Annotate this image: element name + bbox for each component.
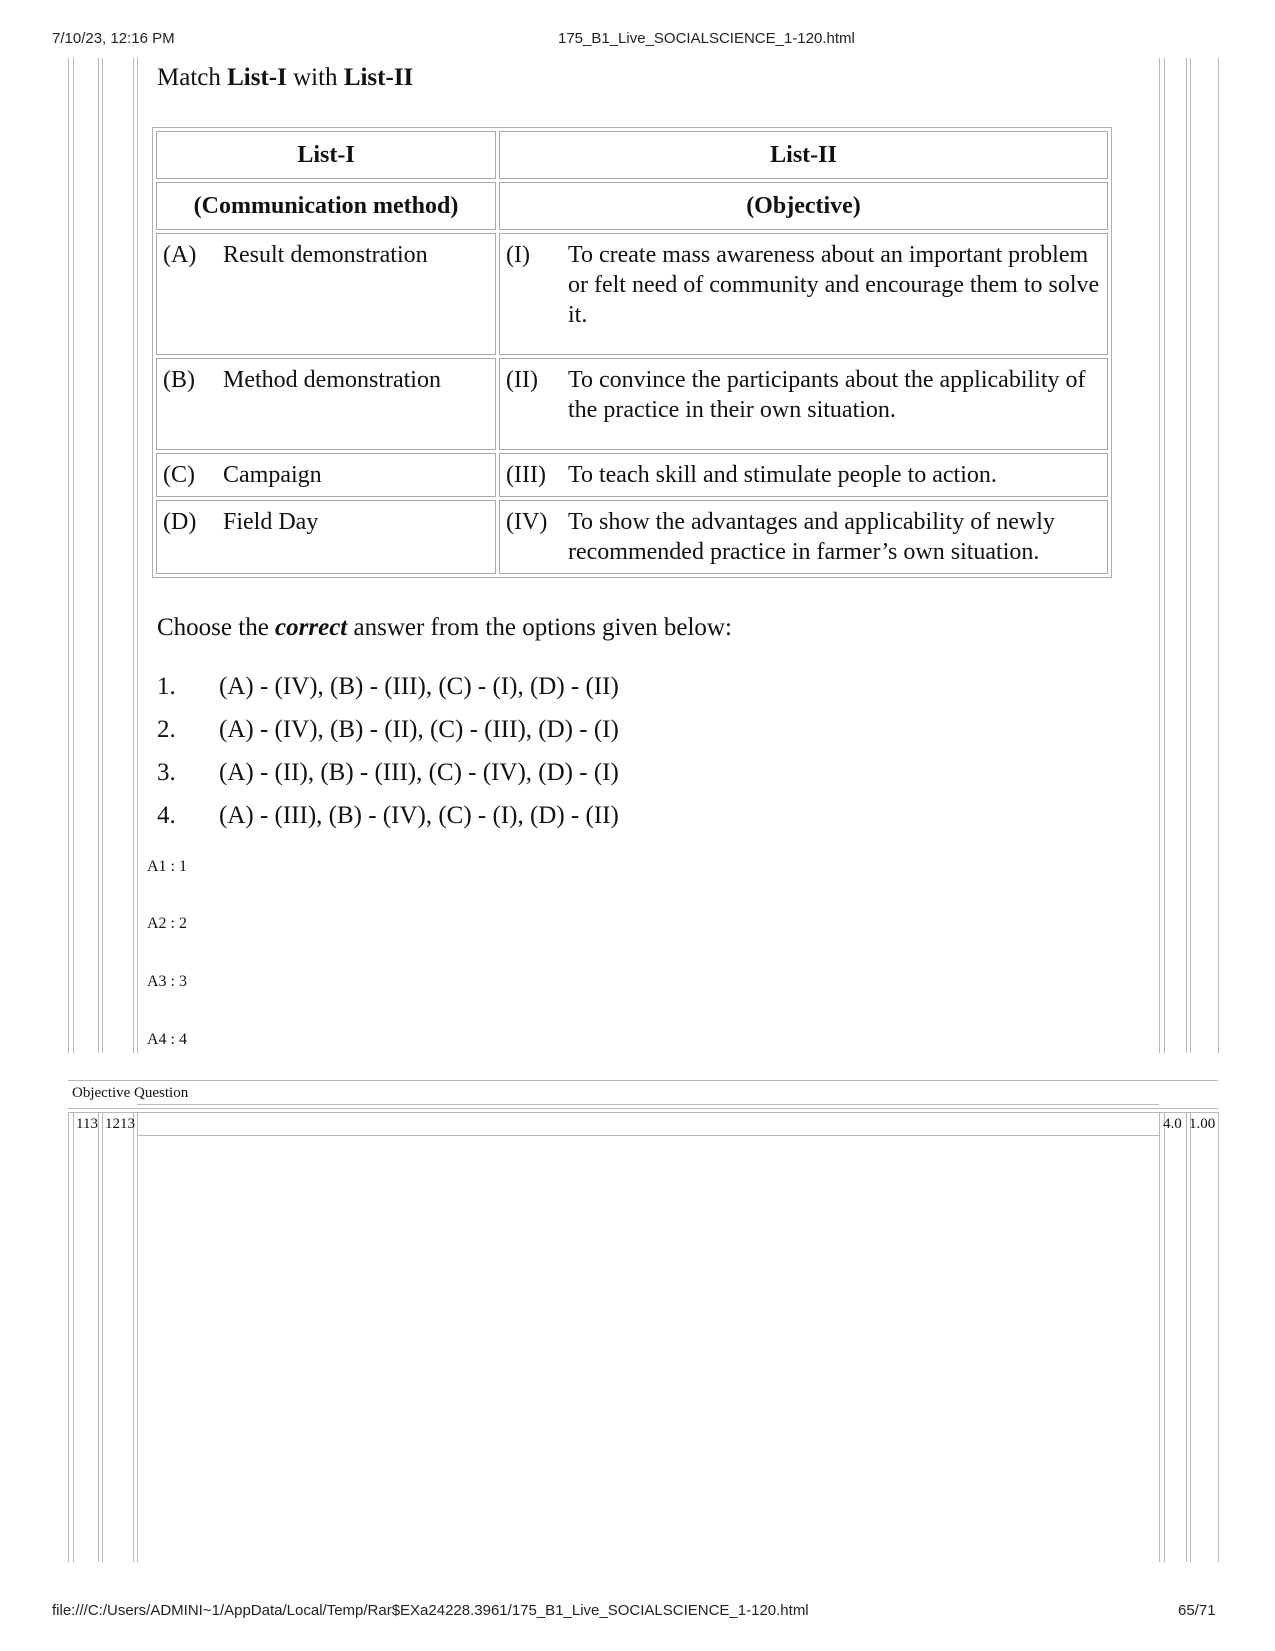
frame-line — [102, 1112, 103, 1562]
frame-line — [1164, 1112, 1165, 1562]
option-text: (A) - (II), (B) - (III), (C) - (IV), (D) - (I) — [219, 759, 619, 786]
list2-header: List-II — [499, 131, 1108, 179]
option-number: 3. — [157, 759, 176, 786]
marks: 4.0 — [1163, 1116, 1182, 1132]
method-text: Method demonstration — [223, 367, 441, 393]
row-label: (B) — [163, 367, 195, 393]
frame-line — [1218, 1112, 1219, 1562]
list2-subheader: (Objective) — [499, 182, 1108, 230]
frame-line — [73, 58, 74, 1053]
table-row — [156, 500, 1108, 574]
row-label: (C) — [163, 462, 195, 488]
frame-line — [1190, 58, 1191, 1053]
option-text: (A) - (III), (B) - (IV), (C) - (I), (D) - (II) — [219, 802, 619, 829]
frame-line — [68, 1108, 1218, 1109]
frame-line — [137, 1112, 138, 1562]
objective-text: To show the advantages and applicability of newly recommended practice in farmer’s own situation. — [568, 509, 1055, 565]
question-instruction: Match List-I with List-II — [157, 64, 414, 91]
method-text: Result demonstration — [223, 242, 428, 268]
answer-key: A3 : 3 — [147, 973, 187, 990]
serial-number: 113 — [76, 1116, 98, 1132]
row-label: (D) — [163, 509, 197, 535]
question-id: 1213 — [105, 1116, 135, 1132]
frame-line — [133, 1112, 134, 1562]
option-number: 4. — [157, 802, 176, 829]
options-list — [157, 673, 619, 845]
option-item — [157, 759, 619, 802]
print-datetime: 7/10/23, 12:16 PM — [52, 30, 175, 47]
choose-instruction: Choose the correct answer from the options given below: — [157, 614, 732, 641]
answer-key: A4 : 4 — [147, 1031, 187, 1048]
file-path: file:///C:/Users/ADMINI~1/AppData/Local/Temp/Rar$EXa24228.3961/175_B1_Live_SOCIALSCIENCE_1-120.html — [52, 1602, 809, 1619]
option-item — [157, 716, 619, 759]
row-label: (III) — [506, 462, 546, 488]
frame-line — [68, 1112, 1218, 1113]
frame-line — [68, 1080, 1218, 1081]
frame-line — [137, 1104, 1159, 1105]
table-row — [156, 233, 1108, 355]
objective-text: To create mass awareness about an important problem or felt need of community and encourage them to solve it. — [568, 242, 1100, 328]
frame-line — [137, 1135, 1159, 1136]
list1-subheader: (Communication method) — [156, 182, 496, 230]
frame-line — [1186, 1112, 1187, 1562]
match-table — [152, 127, 1112, 578]
negative-marks: 1.00 — [1189, 1116, 1216, 1132]
frame-line — [133, 58, 134, 1053]
option-number: 2. — [157, 716, 176, 743]
answer-key: A2 : 2 — [147, 915, 187, 932]
method-text: Field Day — [223, 509, 319, 535]
table-row — [156, 453, 1108, 497]
frame-line — [102, 58, 103, 1053]
row-label: (A) — [163, 242, 197, 268]
frame-line — [1159, 58, 1160, 1053]
option-number: 1. — [157, 673, 176, 700]
frame-line — [1190, 1112, 1191, 1562]
document-title: 175_B1_Live_SOCIALSCIENCE_1-120.html — [558, 30, 855, 47]
option-item — [157, 673, 619, 716]
option-item — [157, 802, 619, 845]
option-text: (A) - (IV), (B) - (II), (C) - (III), (D) - (I) — [219, 716, 619, 743]
frame-line — [1218, 58, 1219, 1053]
frame-line — [73, 1112, 74, 1562]
frame-line — [68, 1112, 69, 1562]
objective-text: To teach skill and stimulate people to action. — [568, 462, 997, 488]
row-label: (IV) — [506, 509, 548, 535]
list1-header: List-I — [156, 131, 496, 179]
frame-line — [137, 58, 138, 1053]
frame-line — [1164, 58, 1165, 1053]
row-label: (II) — [506, 367, 538, 393]
frame-line — [98, 1112, 99, 1562]
frame-line — [1159, 1112, 1160, 1562]
frame-line — [1186, 58, 1187, 1053]
table-row — [156, 358, 1108, 450]
option-text: (A) - (IV), (B) - (III), (C) - (I), (D) - (II) — [219, 673, 619, 700]
frame-line — [68, 58, 69, 1053]
question-type: Objective Question — [72, 1085, 189, 1101]
page-number: 65/71 — [1178, 1602, 1216, 1619]
row-label: (I) — [506, 242, 530, 268]
answer-key: A1 : 1 — [147, 858, 187, 875]
method-text: Campaign — [223, 462, 322, 488]
objective-text: To convince the participants about the applicability of the practice in their own situation. — [568, 367, 1086, 423]
frame-line — [98, 58, 99, 1053]
